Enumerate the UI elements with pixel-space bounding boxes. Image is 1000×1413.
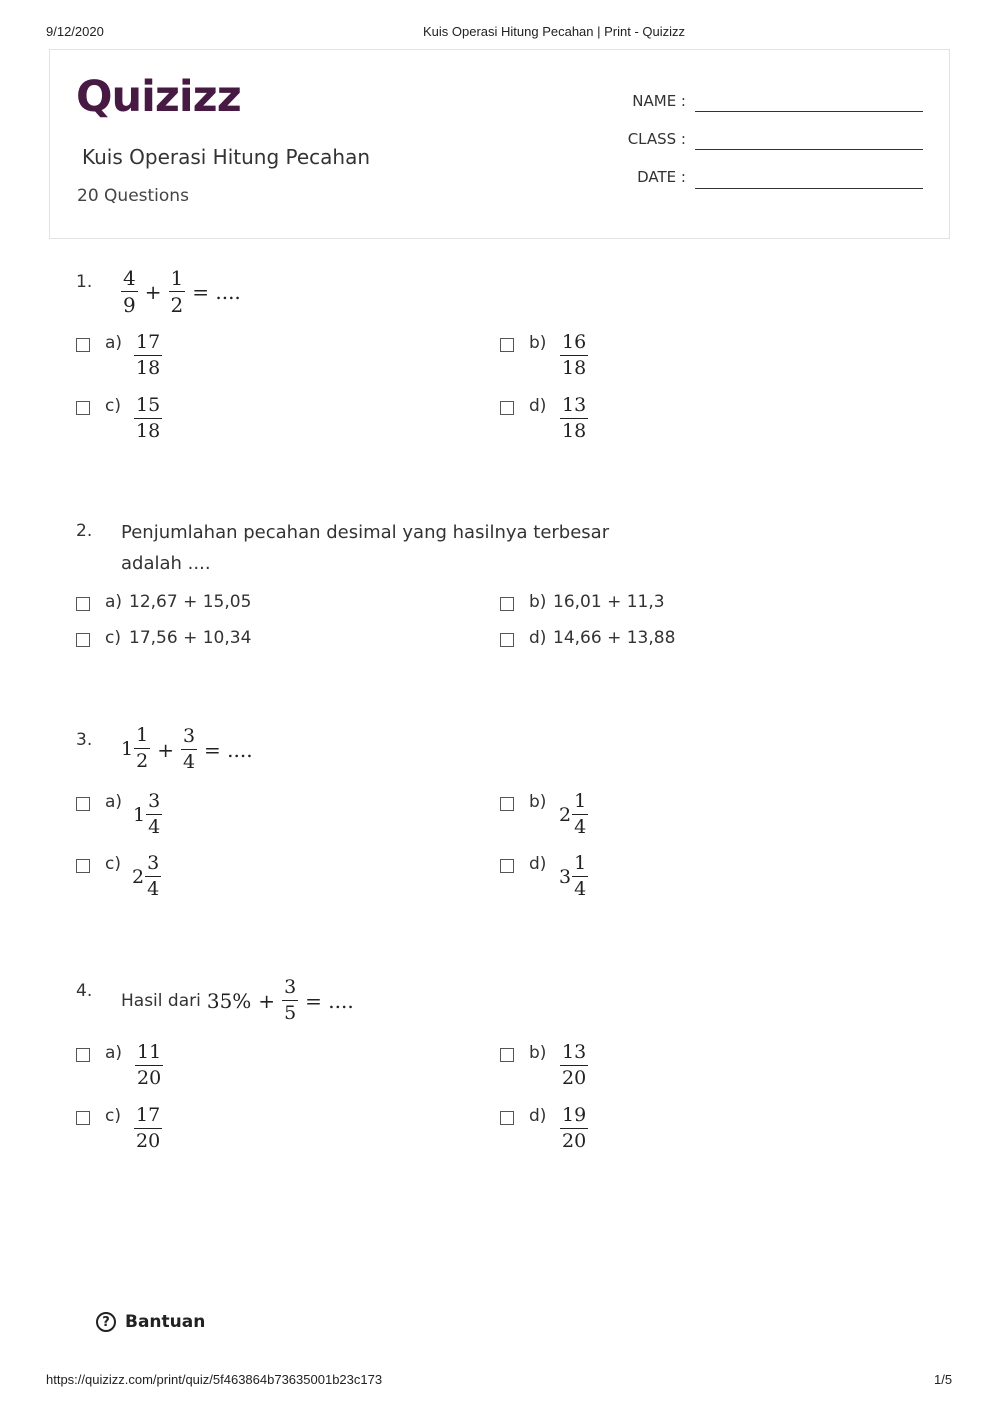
print-title: Kuis Operasi Hitung Pecahan | Print - Quizizz <box>422 24 686 39</box>
option-letter: a) <box>105 1043 123 1063</box>
class-label: CLASS : <box>627 130 686 148</box>
help-label: Bantuan <box>125 1312 206 1332</box>
prompt-line: adalah .... <box>121 553 211 574</box>
option-mixed-number: 1 $\frac{3}{4}$ <box>133 790 161 838</box>
print-url: https://quizizz.com/print/quiz/5f463864b73635001b23c173 <box>46 1372 383 1387</box>
fraction: $\frac{1}{2}$ <box>170 266 184 317</box>
question-number: 2. <box>76 521 93 541</box>
option-fraction: $\frac{17}{20}$ <box>136 1104 161 1152</box>
option-mixed-number: 2 $\frac{3}{4}$ <box>132 852 160 900</box>
fraction: $\frac{3}{5}$ <box>284 976 297 1024</box>
checkbox[interactable] <box>76 597 90 611</box>
checkbox[interactable] <box>500 633 514 647</box>
checkbox[interactable] <box>500 797 514 811</box>
option-letter: d) <box>529 1106 547 1126</box>
option-fraction: $\frac{16}{18}$ <box>562 331 587 379</box>
checkbox[interactable] <box>500 338 514 352</box>
checkbox[interactable] <box>76 797 90 811</box>
question-number: 4. <box>76 981 93 1001</box>
checkbox[interactable] <box>76 401 90 415</box>
checkbox[interactable] <box>500 859 514 873</box>
option-letter: b) <box>529 592 547 612</box>
option-fraction: $\frac{13}{20}$ <box>562 1041 587 1089</box>
checkbox[interactable] <box>500 1048 514 1062</box>
question-prompt: Hasil dari 35% + $\frac{3}{5}$ = .... <box>121 976 354 1024</box>
option-mixed-number: 3 $\frac{1}{4}$ <box>559 852 587 900</box>
question-count: 20 Questions <box>77 186 189 206</box>
checkbox[interactable] <box>76 1048 90 1062</box>
date-label: DATE : <box>637 168 686 186</box>
option-text: 14,66 + 13,88 <box>553 628 676 648</box>
option-text: 12,67 + 15,05 <box>129 592 252 612</box>
option-fraction: $\frac{13}{18}$ <box>562 394 587 442</box>
mixed-number: 1 $\frac{1}{2}$ <box>121 724 149 772</box>
option-fraction: $\frac{11}{20}$ <box>137 1041 162 1089</box>
option-letter: c) <box>105 396 121 416</box>
quizizz-logo: Quizizz <box>76 72 241 122</box>
option-fraction: $\frac{17}{18}$ <box>136 331 161 379</box>
name-label: NAME : <box>632 92 686 110</box>
checkbox[interactable] <box>500 401 514 415</box>
option-letter: b) <box>529 1043 547 1063</box>
fraction: $\frac{3}{4}$ <box>182 725 196 773</box>
checkbox[interactable] <box>76 633 90 647</box>
option-letter: d) <box>529 396 547 416</box>
question-number: 3. <box>76 730 93 750</box>
option-fraction: $\frac{15}{18}$ <box>136 394 161 442</box>
fraction: $\frac{4}{9}$ <box>123 266 136 317</box>
checkbox[interactable] <box>76 859 90 873</box>
question-number: 1. <box>76 272 93 292</box>
option-letter: b) <box>529 333 547 353</box>
option-letter: d) <box>529 628 547 648</box>
option-text: 16,01 + 11,3 <box>553 592 665 612</box>
option-letter: d) <box>529 854 547 874</box>
date-field[interactable] <box>695 188 923 189</box>
class-field[interactable] <box>695 149 923 150</box>
option-mixed-number: 2 $\frac{1}{4}$ <box>559 790 587 838</box>
question-prompt: $\frac{4}{9}$ + $\frac{1}{2}$ = .... <box>123 266 241 317</box>
option-letter: a) <box>105 792 123 812</box>
quiz-title: Kuis Operasi Hitung Pecahan <box>82 145 371 169</box>
option-letter: a) <box>105 592 123 612</box>
question-prompt: 1 $\frac{1}{2}$ + $\frac{3}{4}$ = .... <box>121 724 253 773</box>
name-field[interactable] <box>695 111 923 112</box>
page-number: 1/5 <box>934 1372 953 1387</box>
print-date: 9/12/2020 <box>46 24 104 39</box>
option-text: 17,56 + 10,34 <box>129 628 252 648</box>
option-letter: a) <box>105 333 123 353</box>
question-prompt <box>121 517 609 579</box>
checkbox[interactable] <box>500 1111 514 1125</box>
checkbox[interactable] <box>76 1111 90 1125</box>
prompt-line: Penjumlahan pecahan desimal yang hasilnya terbesar <box>121 522 610 543</box>
question-circle-icon: ? <box>96 1312 116 1332</box>
help-link[interactable] <box>96 1312 205 1332</box>
checkbox[interactable] <box>76 338 90 352</box>
option-letter: b) <box>529 792 547 812</box>
option-fraction: $\frac{19}{20}$ <box>562 1104 587 1152</box>
option-letter: c) <box>105 854 121 874</box>
checkbox[interactable] <box>500 597 514 611</box>
option-letter: c) <box>105 1106 121 1126</box>
option-letter: c) <box>105 628 121 648</box>
